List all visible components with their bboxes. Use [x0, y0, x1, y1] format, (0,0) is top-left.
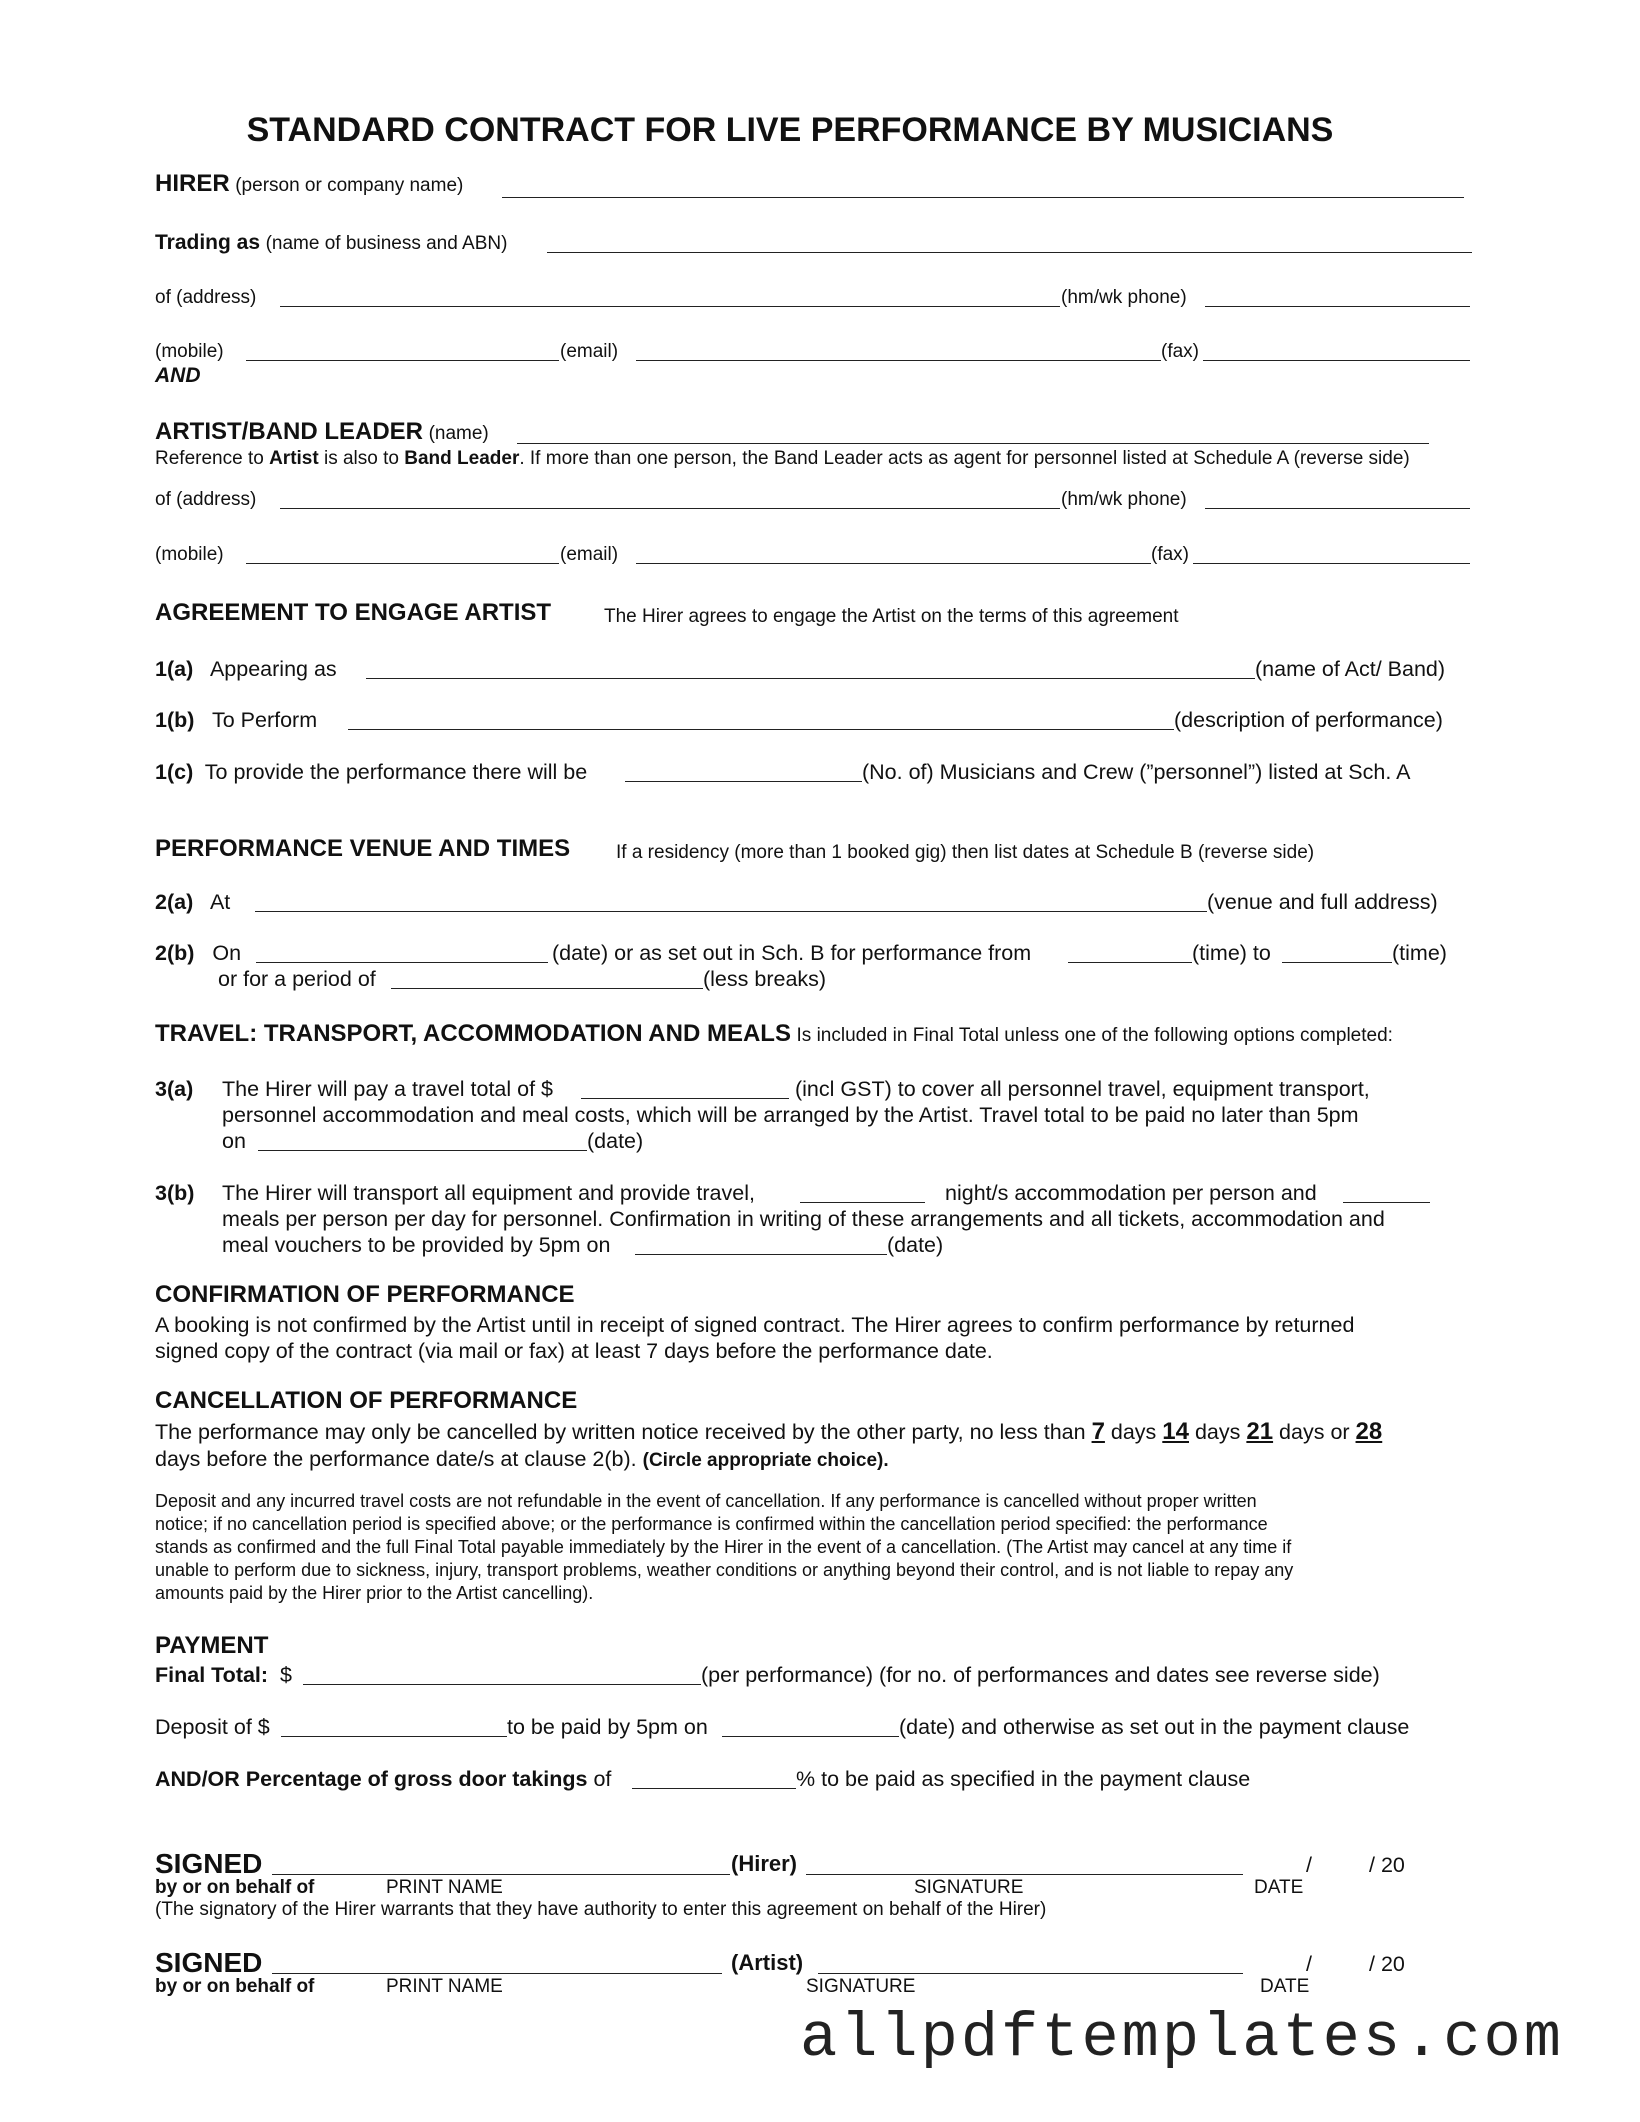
clause-3b-l3a: meal vouchers to be provided by 5pm on: [222, 1233, 611, 1257]
confirmation-line2: signed copy of the contract (via mail or fax) at least 7 days before the performance date.: [155, 1339, 993, 1363]
artist-print-name-field[interactable]: [272, 1973, 722, 1974]
clause-3a-l2: personnel accommodation and meal costs, which will be arranged by the Artist. Travel total to be paid no later than 5pm: [222, 1103, 1359, 1127]
clause-3b-l2: meals per person per day for personnel. Confirmation in writing of these arrangements and all tickets, accommodation and: [222, 1207, 1385, 1231]
hirer-label: HIRER: [155, 170, 230, 197]
clause-3b-num: 3(b): [155, 1181, 195, 1205]
clause-2a-end: (venue and full address): [1207, 890, 1438, 914]
cancel-option-21[interactable]: 21: [1246, 1418, 1274, 1445]
percentage-of: of: [593, 1767, 612, 1791]
hirer-email-label: (email): [560, 341, 619, 362]
artist-note-artist: Artist: [269, 448, 319, 469]
clause-1b: [155, 707, 317, 733]
artist-signature-caption: SIGNATURE: [806, 1976, 916, 1997]
deposit-field[interactable]: [281, 1736, 507, 1737]
artist-phone-field[interactable]: [1205, 508, 1470, 509]
artist-date-slash: /: [1306, 1952, 1312, 1976]
cancellation-heading: CANCELLATION OF PERFORMANCE: [155, 1387, 578, 1414]
clause-1b-end: (description of performance): [1174, 708, 1443, 732]
travel-heading-row: [155, 1022, 1393, 1048]
clause-2b-line2-end: (less breaks): [703, 967, 827, 991]
clause-1a-num: 1(a): [155, 657, 194, 681]
travel-sub: Is included in Final Total unless one of the following options completed:: [796, 1025, 1393, 1046]
artist-note-leader: Band Leader: [404, 448, 520, 469]
cancel-option-28[interactable]: 28: [1355, 1418, 1383, 1445]
cancel-word-1: days: [1104, 1420, 1163, 1444]
clause-3a-l3b: (date): [587, 1129, 644, 1153]
cancel-word-2: days: [1189, 1420, 1247, 1444]
artist-label-row: [155, 420, 489, 446]
artist-signature-field[interactable]: [818, 1973, 1243, 1974]
hirer-date-year: / 20: [1369, 1853, 1405, 1877]
clause-2b-time1: (time) to: [1192, 941, 1271, 965]
hirer-warrant-note: (The signatory of the Hirer warrants that they have authority to enter this agreement on behalf of the Hirer): [155, 1899, 1047, 1920]
cancellation-para-1: Deposit and any incurred travel costs are not refundable in the event of cancellation. If any performance is cancelled without proper written: [155, 1491, 1257, 1511]
clause-1a-label: Appearing as: [209, 657, 337, 681]
final-total-end: (per performance) (for no. of performances and dates see reverse side): [701, 1663, 1380, 1687]
final-total-row: [155, 1662, 292, 1688]
hirer-phone-label: (hm/wk phone): [1061, 287, 1187, 308]
clause-1c-label: To provide the performance there will be: [204, 760, 588, 784]
clause-1c-num: 1(c): [155, 760, 194, 784]
time-to-field[interactable]: [1282, 962, 1392, 963]
hirer-print-name-field[interactable]: [272, 1874, 730, 1875]
artist-name-field[interactable]: [517, 443, 1429, 444]
venue-sub: If a residency (more than 1 booked gig) then list dates at Schedule B (reverse side): [616, 842, 1315, 863]
artist-address-label: of (address): [155, 489, 257, 510]
hirer-signed-label: SIGNED: [155, 1848, 263, 1879]
clause-2a-label: At: [209, 890, 231, 914]
trading-row: [155, 231, 507, 256]
clause-1b-label: To Perform: [211, 708, 318, 732]
nights-field[interactable]: [800, 1202, 925, 1203]
watermark-logo: allpdftemplates.com: [800, 2003, 1564, 2074]
venue-field[interactable]: [255, 911, 1207, 912]
artist-note: [155, 447, 1410, 471]
trading-field[interactable]: [547, 252, 1472, 253]
final-total-dollar: $: [280, 1663, 292, 1687]
clause-1c-end: (No. of) Musicians and Crew (”personnel”) listed at Sch. A: [862, 760, 1411, 784]
percentage-field[interactable]: [632, 1788, 796, 1789]
meals-field[interactable]: [1343, 1202, 1430, 1203]
hirer-phone-field[interactable]: [1205, 306, 1470, 307]
hirer-print-name-caption: PRINT NAME: [386, 1877, 503, 1898]
cancel-word-3: days or: [1273, 1420, 1356, 1444]
hirer-role: (Hirer): [731, 1851, 798, 1876]
clause-2b-mid: (date) or as set out in Sch. B for performance from: [552, 941, 1032, 965]
cancel-option-14[interactable]: 14: [1162, 1418, 1189, 1445]
percentage-end: % to be paid as specified in the payment clause: [796, 1767, 1251, 1791]
hirer-fax-field[interactable]: [1203, 360, 1470, 361]
deposit-mid: to be paid by 5pm on: [507, 1715, 708, 1739]
percentage-row: [155, 1766, 611, 1792]
deposit-end: (date) and otherwise as set out in the payment clause: [899, 1715, 1410, 1739]
clause-3a-l3a: on: [222, 1129, 246, 1153]
clause-2b-num: 2(b): [155, 941, 195, 965]
artist-address-field[interactable]: [280, 508, 1060, 509]
cancellation-para-4: unable to perform due to sickness, injury, transport problems, weather conditions or anything beyond their control, and is not liable to repay any: [155, 1560, 1294, 1580]
performance-description-field[interactable]: [348, 729, 1174, 730]
clause-1a: [155, 656, 337, 682]
artist-behalf: by or on behalf of: [155, 1976, 315, 1997]
cancellation-line1: [155, 1419, 1382, 1445]
page-title: STANDARD CONTRACT FOR LIVE PERFORMANCE BY MUSICIANS: [246, 111, 1334, 149]
artist-fax-label: (fax): [1151, 544, 1189, 565]
deposit-label: Deposit of $: [155, 1715, 270, 1739]
artist-note-post: . If more than one person, the Band Leader acts as agent for personnel listed at Schedule A (reverse side): [519, 448, 1410, 469]
clause-2b-time2: (time): [1392, 941, 1447, 965]
cancellation-line1-text: The performance may only be cancelled by written notice received by the other party, no less than: [155, 1420, 1086, 1444]
hirer-date-caption: DATE: [1254, 1877, 1304, 1898]
artist-note-mid: is also to: [318, 448, 405, 469]
artist-sub: (name): [428, 423, 489, 444]
act-name-field[interactable]: [366, 678, 1255, 679]
clause-3a-l1b: (incl GST) to cover all personnel travel, equipment transport,: [795, 1077, 1370, 1101]
hirer-date-slash: /: [1306, 1853, 1312, 1877]
hirer-mobile-label: (mobile): [155, 341, 224, 362]
hirer-mobile-field[interactable]: [246, 360, 559, 361]
clause-3b-l1a: The Hirer will transport all equipment and provide travel,: [222, 1181, 755, 1205]
artist-email-field[interactable]: [636, 563, 1151, 564]
artist-email-label: (email): [560, 544, 619, 565]
hirer-signature-caption: SIGNATURE: [914, 1877, 1024, 1898]
agreement-heading: AGREEMENT TO ENGAGE ARTIST: [155, 599, 552, 626]
time-from-field[interactable]: [1068, 962, 1192, 963]
clause-1b-num: 1(b): [155, 708, 195, 732]
artist-note-pre: Reference to: [155, 448, 270, 469]
artist-role: (Artist): [731, 1950, 804, 1975]
artist-print-name-caption: PRINT NAME: [386, 1976, 503, 1997]
payment-heading: PAYMENT: [155, 1632, 269, 1659]
artist-mobile-field[interactable]: [246, 563, 559, 564]
vouchers-date-field[interactable]: [635, 1254, 887, 1255]
clause-2a-num: 2(a): [155, 890, 194, 914]
and-label: AND: [155, 364, 201, 387]
cancel-option-7[interactable]: 7: [1091, 1418, 1105, 1445]
hirer-signature-field[interactable]: [806, 1874, 1243, 1875]
travel-date-field[interactable]: [258, 1150, 587, 1151]
travel-heading: TRAVEL: TRANSPORT, ACCOMMODATION AND MEALS: [155, 1020, 791, 1047]
final-total-label: Final Total:: [155, 1663, 269, 1687]
travel-total-field[interactable]: [581, 1098, 789, 1099]
artist-label: ARTIST/BAND LEADER: [155, 418, 423, 445]
artist-date-year: / 20: [1369, 1952, 1405, 1976]
artist-signed-label: SIGNED: [155, 1947, 263, 1978]
clause-2b: [155, 940, 241, 966]
confirmation-line1: A booking is not confirmed by the Artist until in receipt of signed contract. The Hirer agrees to confirm performance by returned: [155, 1313, 1355, 1337]
clause-1a-end: (name of Act/ Band): [1255, 657, 1446, 681]
hirer-name-field[interactable]: [502, 197, 1464, 198]
cancellation-para-5: amounts paid by the Hirer prior to the Artist cancelling).: [155, 1583, 594, 1603]
clause-3b-l1b: night/s accommodation per person and: [945, 1181, 1317, 1205]
musicians-count-field[interactable]: [625, 781, 862, 782]
cancellation-line2: [155, 1446, 889, 1474]
venue-heading: PERFORMANCE VENUE AND TIMES: [155, 835, 571, 862]
trading-label: Trading as: [155, 231, 261, 254]
hirer-email-field[interactable]: [636, 360, 1161, 361]
artist-phone-label: (hm/wk phone): [1061, 489, 1187, 510]
trading-sub: (name of business and ABN): [265, 233, 508, 254]
clause-2b-label: On: [212, 941, 242, 965]
period-field[interactable]: [391, 988, 703, 989]
hirer-label-row: [155, 172, 463, 198]
clause-2a: [155, 889, 230, 915]
artist-mobile-label: (mobile): [155, 544, 224, 565]
final-total-field[interactable]: [303, 1684, 701, 1685]
clause-3a-l1a: The Hirer will pay a travel total of $: [222, 1077, 553, 1101]
cancellation-para-3: stands as confirmed and the full Final Total payable immediately by the Hirer in the event of a cancellation. (The Artist may cancel at any time if: [155, 1537, 1292, 1557]
artist-date-caption: DATE: [1260, 1976, 1310, 1997]
deposit-date-field[interactable]: [722, 1736, 899, 1737]
performance-date-field[interactable]: [256, 962, 548, 963]
confirmation-heading: CONFIRMATION OF PERFORMANCE: [155, 1281, 575, 1308]
clause-3a-num: 3(a): [155, 1077, 194, 1101]
hirer-behalf: by or on behalf of: [155, 1877, 315, 1898]
clause-1c: [155, 759, 587, 785]
percentage-label: AND/OR Percentage of gross door takings: [155, 1767, 588, 1791]
agreement-sub: The Hirer agrees to engage the Artist on the terms of this agreement: [604, 606, 1179, 627]
hirer-fax-label: (fax): [1161, 341, 1199, 362]
clause-3b-l3b: (date): [887, 1233, 944, 1257]
cancellation-para-2: notice; if no cancellation period is specified above; or the performance is confirmed within the cancellation period specified: the performance: [155, 1514, 1268, 1534]
hirer-address-field[interactable]: [280, 306, 1060, 307]
hirer-sub: (person or company name): [235, 175, 464, 196]
hirer-address-label: of (address): [155, 287, 257, 308]
artist-fax-field[interactable]: [1193, 563, 1470, 564]
cancellation-line2-text: days before the performance date/s at clause 2(b).: [155, 1447, 637, 1471]
circle-choice-note: (Circle appropriate choice).: [642, 1450, 889, 1471]
clause-2b-line2: or for a period of: [218, 967, 376, 991]
